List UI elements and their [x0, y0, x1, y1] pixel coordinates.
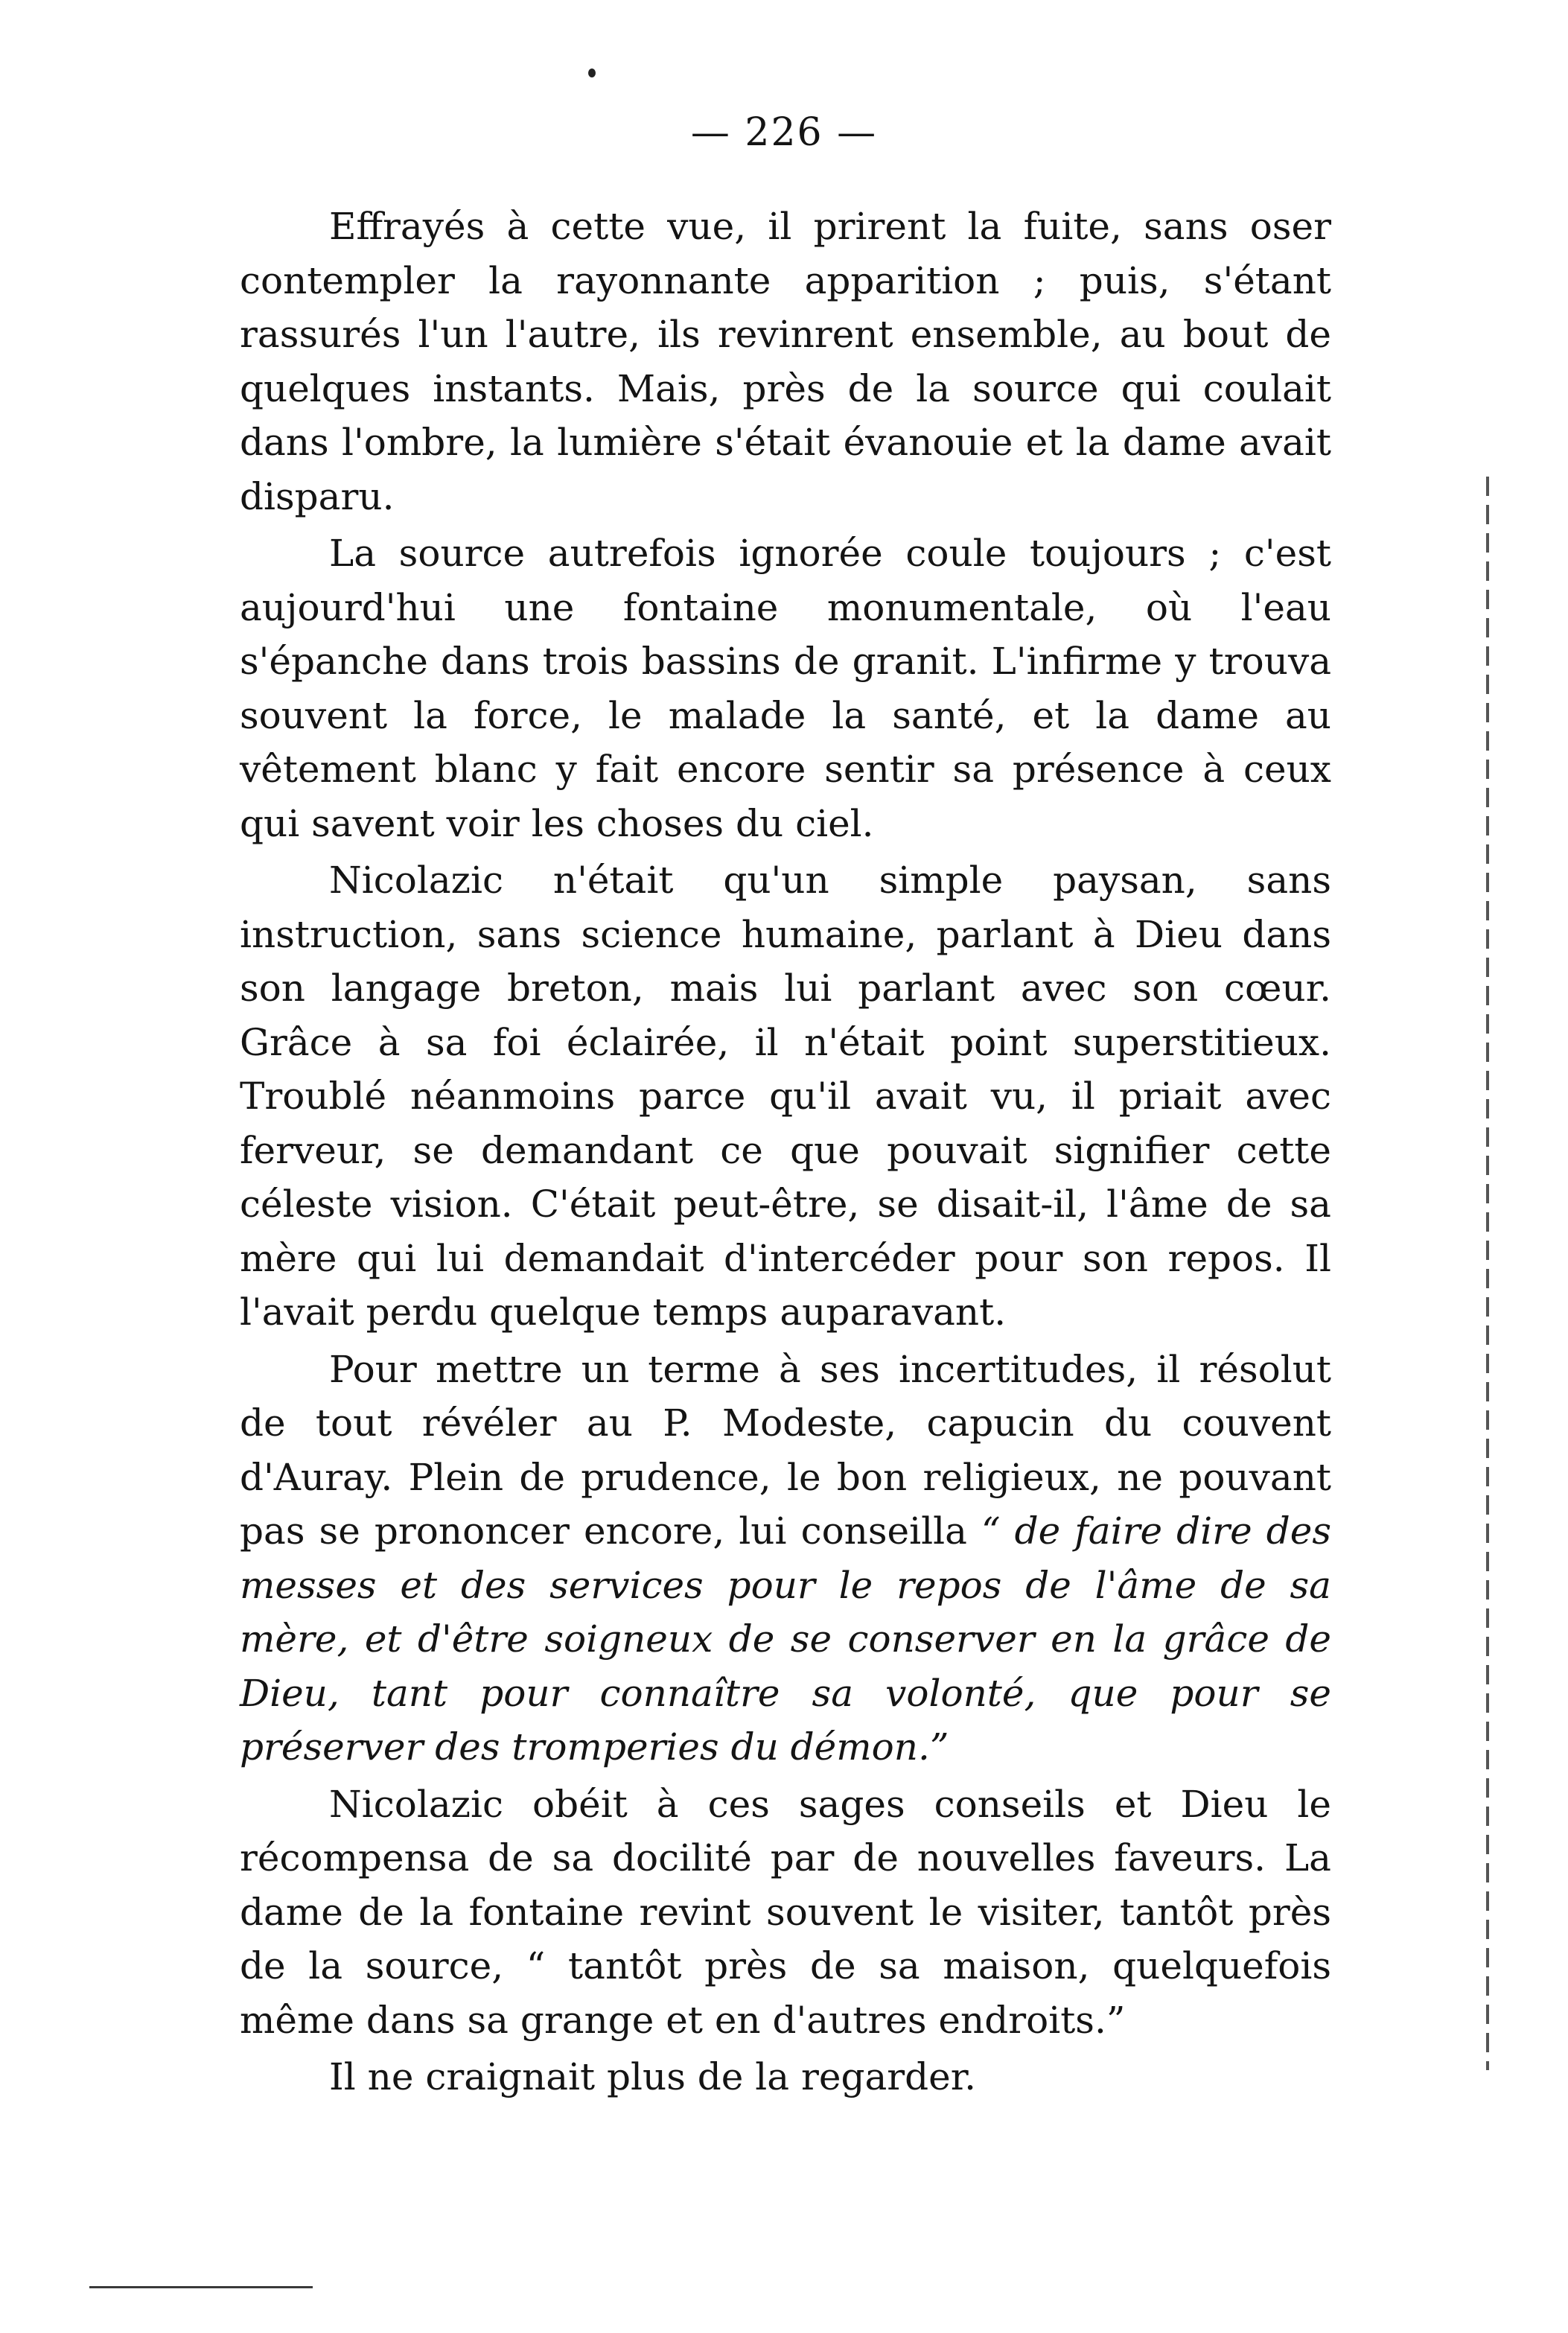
paragraph-father-modeste	[240, 1343, 1331, 1775]
paragraph-closing: Il ne craignait plus de la regarder.	[329, 2055, 977, 2098]
advice-quote: “ de faire dire des messes et des services pour le repos de l'âme de sa mère, et d'être soigneux de se conserver en la grâce de Dieu, tant pour connaître sa volonté, que pour se préserver des tromperies du démon.”	[240, 1509, 1332, 1769]
paragraph-father-modeste-text: Pour mettre un terme à ses incertitudes, il résolut de tout révéler au P. Modeste, capucin du couvent d'Auray. Plein de prudence, le bon religieux, ne pouvant pas se prononcer encore, lui conseilla	[240, 1347, 1331, 1553]
binding-edge-marks	[1486, 477, 1489, 2070]
paragraph-fountain: La source autrefois ignorée coule toujours ; c'est aujourd'hui une fontaine monumentale, où l'eau s'épanche dans trois bassins de granit. L'infirme y trouva souvent la force, le malade la santé, et la dame au vêtement blanc y fait encore sentir sa présence à ceux qui savent voir les choses du ciel.	[240, 532, 1331, 845]
paragraph-obedience: Nicolazic obéit à ces sages conseils et Dieu le récompensa de sa docilité par de nouvelles faveurs. La dame de la fontaine revint souvent le visiter, tantôt près de la source, “ tantôt près de sa maison, quelquefois même dans sa grange et en d'autres endroits.”	[240, 1782, 1331, 2042]
footer-rule	[89, 2286, 313, 2288]
ink-speck	[588, 69, 596, 77]
page-number: — 226 —	[690, 110, 878, 155]
paragraph-vision-fled: Effrayés à cette vue, il prirent la fuite, sans oser contempler la rayonnante apparition ; puis, s'étant rassurés l'un l'autre, ils revinrent ensemble, au bout de quelques instants. Mais, près de la source qui coulait dans l'ombre, la lumière s'était évanouie et la dame avait disparu.	[240, 205, 1331, 518]
paragraph-nicolazic: Nicolazic n'était qu'un simple paysan, sans instruction, sans science humaine, parlant à Dieu dans son langage breton, mais lui parlant avec son cœur. Grâce à sa foi éclairée, il n'était point superstitieux. Troublé néanmoins parce qu'il avait vu, il priait avec ferveur, se demandant ce que pouvait signifier cette céleste vision. C'était peut-être, se disait-il, l'âme de sa mère qui lui demandait d'intercéder pour son repos. Il l'avait perdu quelque temps auparavant.	[240, 859, 1331, 1334]
page-body	[240, 200, 1331, 2107]
